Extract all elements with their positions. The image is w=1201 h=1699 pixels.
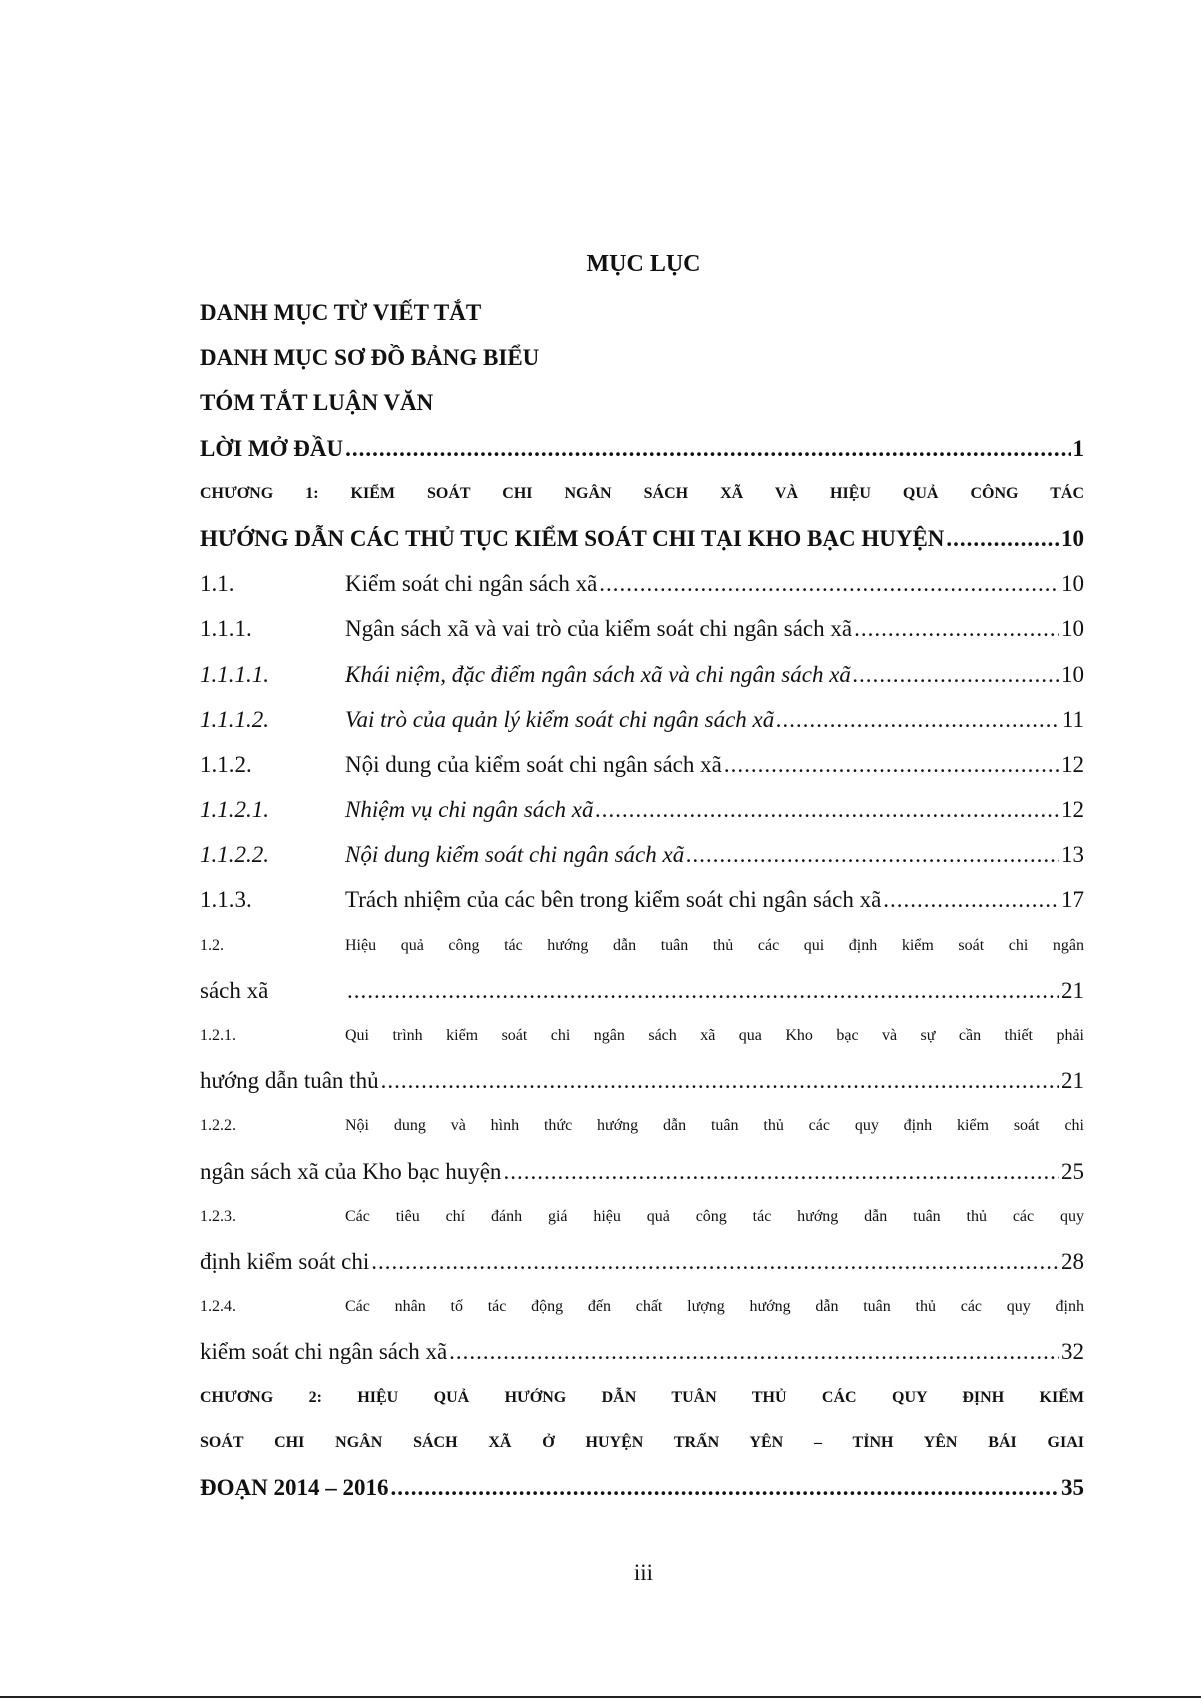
toc-page-number: 17 <box>1061 887 1084 913</box>
toc-label: Nhiệm vụ chi ngân sách xã <box>345 797 594 823</box>
toc-entry-wrapped-line1[interactable] <box>200 1194 1084 1239</box>
toc-label: DANH MỤC SƠ ĐỒ BẢNG BIỂU <box>200 345 540 371</box>
toc-label: Các nhân tố tác động đến chất lượng hướng dẫn tuân thủ các quy định <box>345 1298 1084 1316</box>
toc-leader <box>599 561 1059 606</box>
toc-label: Nội dung và hình thức hướng dẫn tuân thủ các quy định kiểm soát chi <box>345 1117 1084 1135</box>
table-of-contents <box>200 290 1084 1510</box>
bottom-border <box>0 1696 1201 1698</box>
toc-label: DANH MỤC TỪ VIẾT TẮT <box>200 300 482 325</box>
toc-leader <box>946 516 1059 561</box>
toc-number: 1.1.1.2. <box>200 706 269 732</box>
toc-leader <box>390 1465 1059 1510</box>
toc-chapter1-line1[interactable] <box>200 471 1084 516</box>
toc-page-number: 35 <box>1061 1474 1084 1500</box>
toc-leader <box>449 1329 1059 1374</box>
toc-label: Vai trò của quản lý kiểm soát chi ngân sách xã <box>345 706 775 732</box>
toc-entry-wrapped-line1[interactable] <box>200 1103 1084 1148</box>
toc-page-number: 28 <box>1061 1248 1084 1274</box>
toc-leader <box>345 426 1070 471</box>
toc-page-number: 21 <box>1061 977 1084 1003</box>
toc-label: định kiểm soát chi <box>200 1248 370 1274</box>
toc-number: 1.2.1. <box>200 1027 236 1044</box>
toc-label: kiểm soát chi ngân sách xã <box>200 1339 448 1365</box>
toc-label: HƯỚNG DẪN CÁC THỦ TỤC KIỂM SOÁT CHI TẠI KHO BẠC HUYỆN <box>200 525 945 551</box>
toc-number: 1.1.3. <box>200 887 252 913</box>
toc-entry-wrapped-line2[interactable] <box>200 1329 1084 1374</box>
toc-number: 1.1. <box>200 571 235 597</box>
toc-label: Kiểm soát chi ngân sách xã <box>345 571 598 597</box>
toc-page-number: 25 <box>1061 1158 1084 1184</box>
toc-label: ĐOẠN 2014 – 2016 <box>200 1474 389 1500</box>
toc-label: CHƯƠNG 2: HIỆU QUẢ HƯỚNG DẪN TUÂN THỦ CÁC QUY ĐỊNH KIỂM <box>200 1388 1084 1406</box>
toc-chapter2-line2[interactable] <box>200 1420 1084 1465</box>
toc-front-summary[interactable] <box>200 380 1084 425</box>
toc-number: 1.1.2.2. <box>200 842 269 868</box>
toc-label: SOÁT CHI NGÂN SÁCH XÃ Ở HUYỆN TRẤN YÊN – TỈNH YÊN BÁI GIAI <box>200 1433 1084 1451</box>
toc-number: 1.1.2.1. <box>200 797 269 823</box>
toc-label: Nội dung của kiểm soát chi ngân sách xã <box>345 751 722 777</box>
toc-number: 1.2. <box>200 936 224 954</box>
toc-entry-wrapped-line1[interactable] <box>200 1284 1084 1329</box>
toc-entry[interactable] <box>200 697 1084 742</box>
toc-entry-wrapped-line2[interactable] <box>200 1058 1084 1103</box>
toc-page-number: 32 <box>1061 1339 1084 1365</box>
toc-chapter2-line1[interactable] <box>200 1375 1084 1420</box>
toc-label: Ngân sách xã và vai trò của kiểm soát chi ngân sách xã <box>345 616 853 642</box>
toc-leader <box>371 1239 1059 1284</box>
toc-leader <box>883 877 1059 922</box>
toc-leader <box>381 1058 1059 1103</box>
toc-chapter1-line2[interactable] <box>200 516 1084 561</box>
toc-page-number: 1 <box>1072 435 1084 461</box>
toc-leader <box>724 742 1059 787</box>
toc-entry[interactable] <box>200 652 1084 697</box>
toc-intro[interactable] <box>200 426 1084 471</box>
toc-number: 1.2.4. <box>200 1298 236 1316</box>
toc-page-number: 12 <box>1061 797 1084 823</box>
toc-entry-wrapped-line2[interactable] <box>200 968 1084 1013</box>
toc-label: Qui trình kiểm soát chi ngân sách xã qua Kho bạc và sự cần thiết phải <box>345 1027 1084 1044</box>
toc-entry-wrapped-line2[interactable] <box>200 1239 1084 1284</box>
toc-entry[interactable] <box>200 606 1084 651</box>
toc-leader <box>595 787 1059 832</box>
toc-entry[interactable] <box>200 832 1084 877</box>
toc-label: sách xã <box>200 977 269 1003</box>
toc-leader <box>853 652 1059 697</box>
toc-entry-wrapped-line1[interactable] <box>200 923 1084 968</box>
toc-label: Hiệu quả công tác hướng dẫn tuân thủ các qui định kiểm soát chi ngân <box>345 936 1084 954</box>
toc-number: 1.2.2. <box>200 1117 236 1135</box>
toc-number: 1.1.1.1. <box>200 661 269 687</box>
toc-label: Nội dung kiểm soát chi ngân sách xã <box>345 842 685 868</box>
toc-leader <box>347 968 1059 1013</box>
toc-label: TÓM TẮT LUẬN VĂN <box>200 390 434 416</box>
toc-entry[interactable] <box>200 877 1084 922</box>
toc-entry[interactable] <box>200 742 1084 787</box>
toc-page-number: 11 <box>1061 706 1084 732</box>
toc-label: hướng dẫn tuân thủ <box>200 1068 379 1094</box>
toc-leader <box>503 1149 1059 1194</box>
toc-chapter2-line3[interactable] <box>200 1465 1084 1510</box>
page-title: MỤC LỤC <box>586 251 701 277</box>
toc-page-number: 21 <box>1061 1068 1084 1094</box>
toc-front-diagrams[interactable] <box>200 335 1084 380</box>
toc-label: Trách nhiệm của các bên trong kiểm soát chi ngân sách xã <box>345 887 882 913</box>
toc-page-number: 10 <box>1061 525 1084 551</box>
toc-page-number: 10 <box>1061 661 1084 687</box>
toc-leader <box>776 697 1060 742</box>
toc-label: LỜI MỞ ĐẦU <box>200 435 344 461</box>
toc-front-abbreviations[interactable] <box>200 290 1084 335</box>
toc-entry[interactable] <box>200 561 1084 606</box>
toc-label: Các tiêu chí đánh giá hiệu quả công tác hướng dẫn tuân thủ các quy <box>345 1207 1084 1225</box>
toc-label: CHƯƠNG 1: KIỂM SOÁT CHI NGÂN SÁCH XÃ VÀ HIỆU QUẢ CÔNG TÁC <box>200 484 1084 502</box>
toc-page-number: 13 <box>1061 842 1084 868</box>
toc-number: 1.1.1. <box>200 616 252 642</box>
toc-leader <box>854 606 1059 651</box>
toc-entry[interactable] <box>200 787 1084 832</box>
toc-number: 1.2.3. <box>200 1207 236 1225</box>
toc-page-number: 12 <box>1061 751 1084 777</box>
toc-label: ngân sách xã của Kho bạc huyện <box>200 1158 502 1184</box>
toc-leader <box>686 832 1059 877</box>
toc-entry-wrapped-line2[interactable] <box>200 1149 1084 1194</box>
toc-page-number: 10 <box>1061 571 1084 597</box>
toc-page-number: 10 <box>1061 616 1084 642</box>
toc-label: Khái niệm, đặc điểm ngân sách xã và chi ngân sách xã <box>345 661 851 687</box>
page-number: iii <box>633 1560 654 1585</box>
toc-number: 1.1.2. <box>200 751 252 777</box>
toc-entry-wrapped-line1[interactable] <box>200 1013 1084 1058</box>
